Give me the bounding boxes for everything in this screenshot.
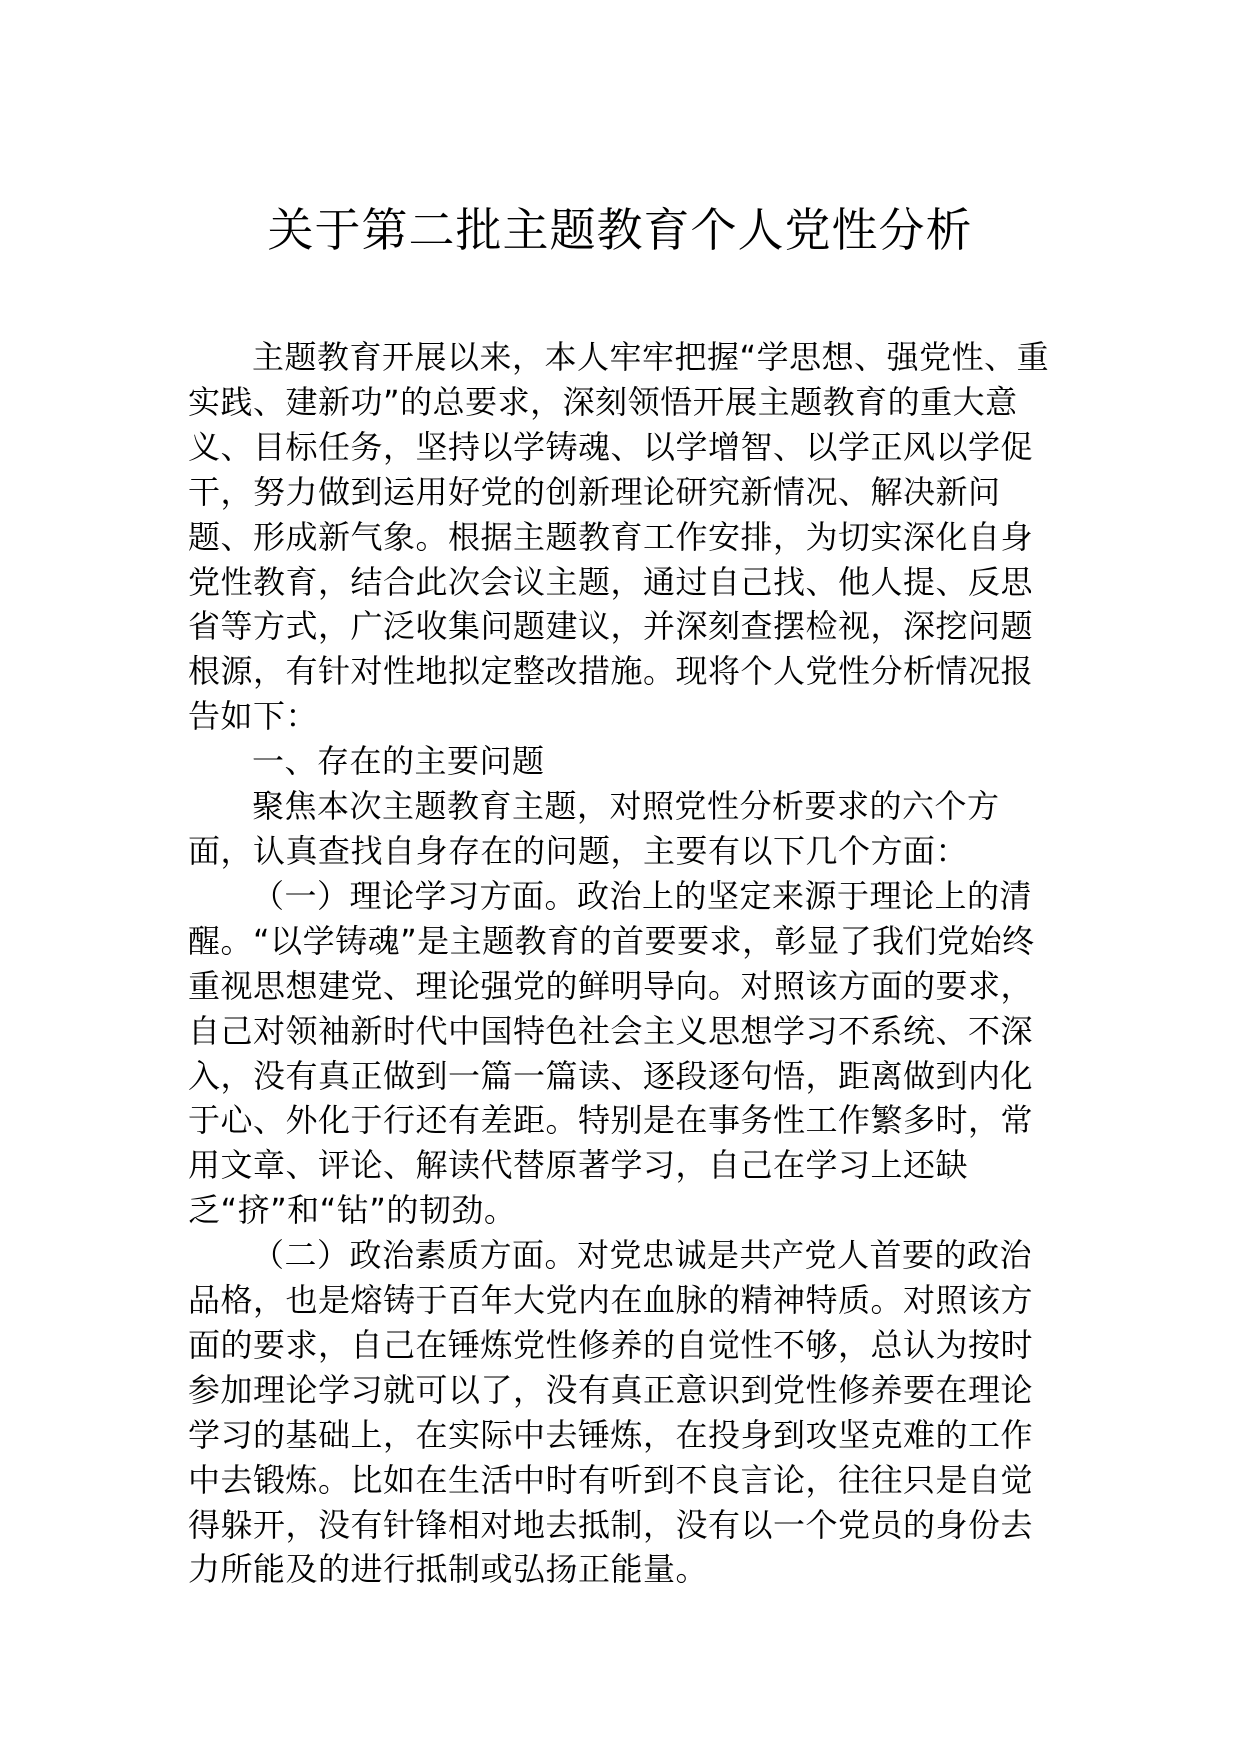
problems-intro-paragraph: 聚焦本次主题教育主题，对照党性分析要求的六个方面，认真查找自身存在的问题，主要有以下几个方面： <box>188 787 1000 870</box>
document-body <box>188 335 1058 1592</box>
intro-paragraph: 主题教育开展以来，本人牢牢把握“学思想、强党性、重实践、建新功”的总要求，深刻领悟开展主题教育的重大意义、目标任务，坚持以学铸魂、以学增智、以学正风以学促干，努力做到运用好党的创新理论研究新情况、解决新问题、形成新气象。根据主题教育工作安排，为切实深化自身党性教育，结合此次会议主题，通过自己找、他人提、反思省等方式，广泛收集问题建议，并深刻查摆检视，深挖问题根源，有针对性地拟定整改措施。现将个人党性分析情况报告如下： <box>188 338 1050 736</box>
document-title: 关于第二批主题教育个人党性分析 <box>267 203 973 257</box>
section-heading-problems: 一、存在的主要问题 <box>252 742 545 781</box>
theory-study-paragraph: （一）理论学习方面。政治上的坚定来源于理论上的清醒。“以学铸魂”是主题教育的首要要求，彰显了我们党始终重视思想建党、理论强党的鲜明导向。对照该方面的要求，自己对领袖新时代中国特色社会主义思想学习不系统、不深入，没有真正做到一篇一篇读、逐段逐句悟，距离做到内化于心、外化于行还有差距。特别是在事务性工作繁多时，常用文章、评论、解读代替原著学习，自己在学习上还缺乏“挤”和“钻”的韧劲。 <box>188 876 1035 1230</box>
political-quality-paragraph: （二）政治素质方面。对党忠诚是共产党人首要的政治品格，也是熔铸于百年大党内在血脉的精神特质。对照该方面的要求，自己在锤炼党性修养的自觉性不够，总认为按时参加理论学习就可以了，没有真正意识到党性修养要在理论学习的基础上，在实际中去锤炼，在投身到攻坚克难的工作中去锻炼。比如在生活中时有听到不良言论，往往只是自觉得躲开，没有针锋相对地去抵制，没有以一个党员的身份去力所能及的进行抵制或弘扬正能量。 <box>188 1236 1034 1589</box>
